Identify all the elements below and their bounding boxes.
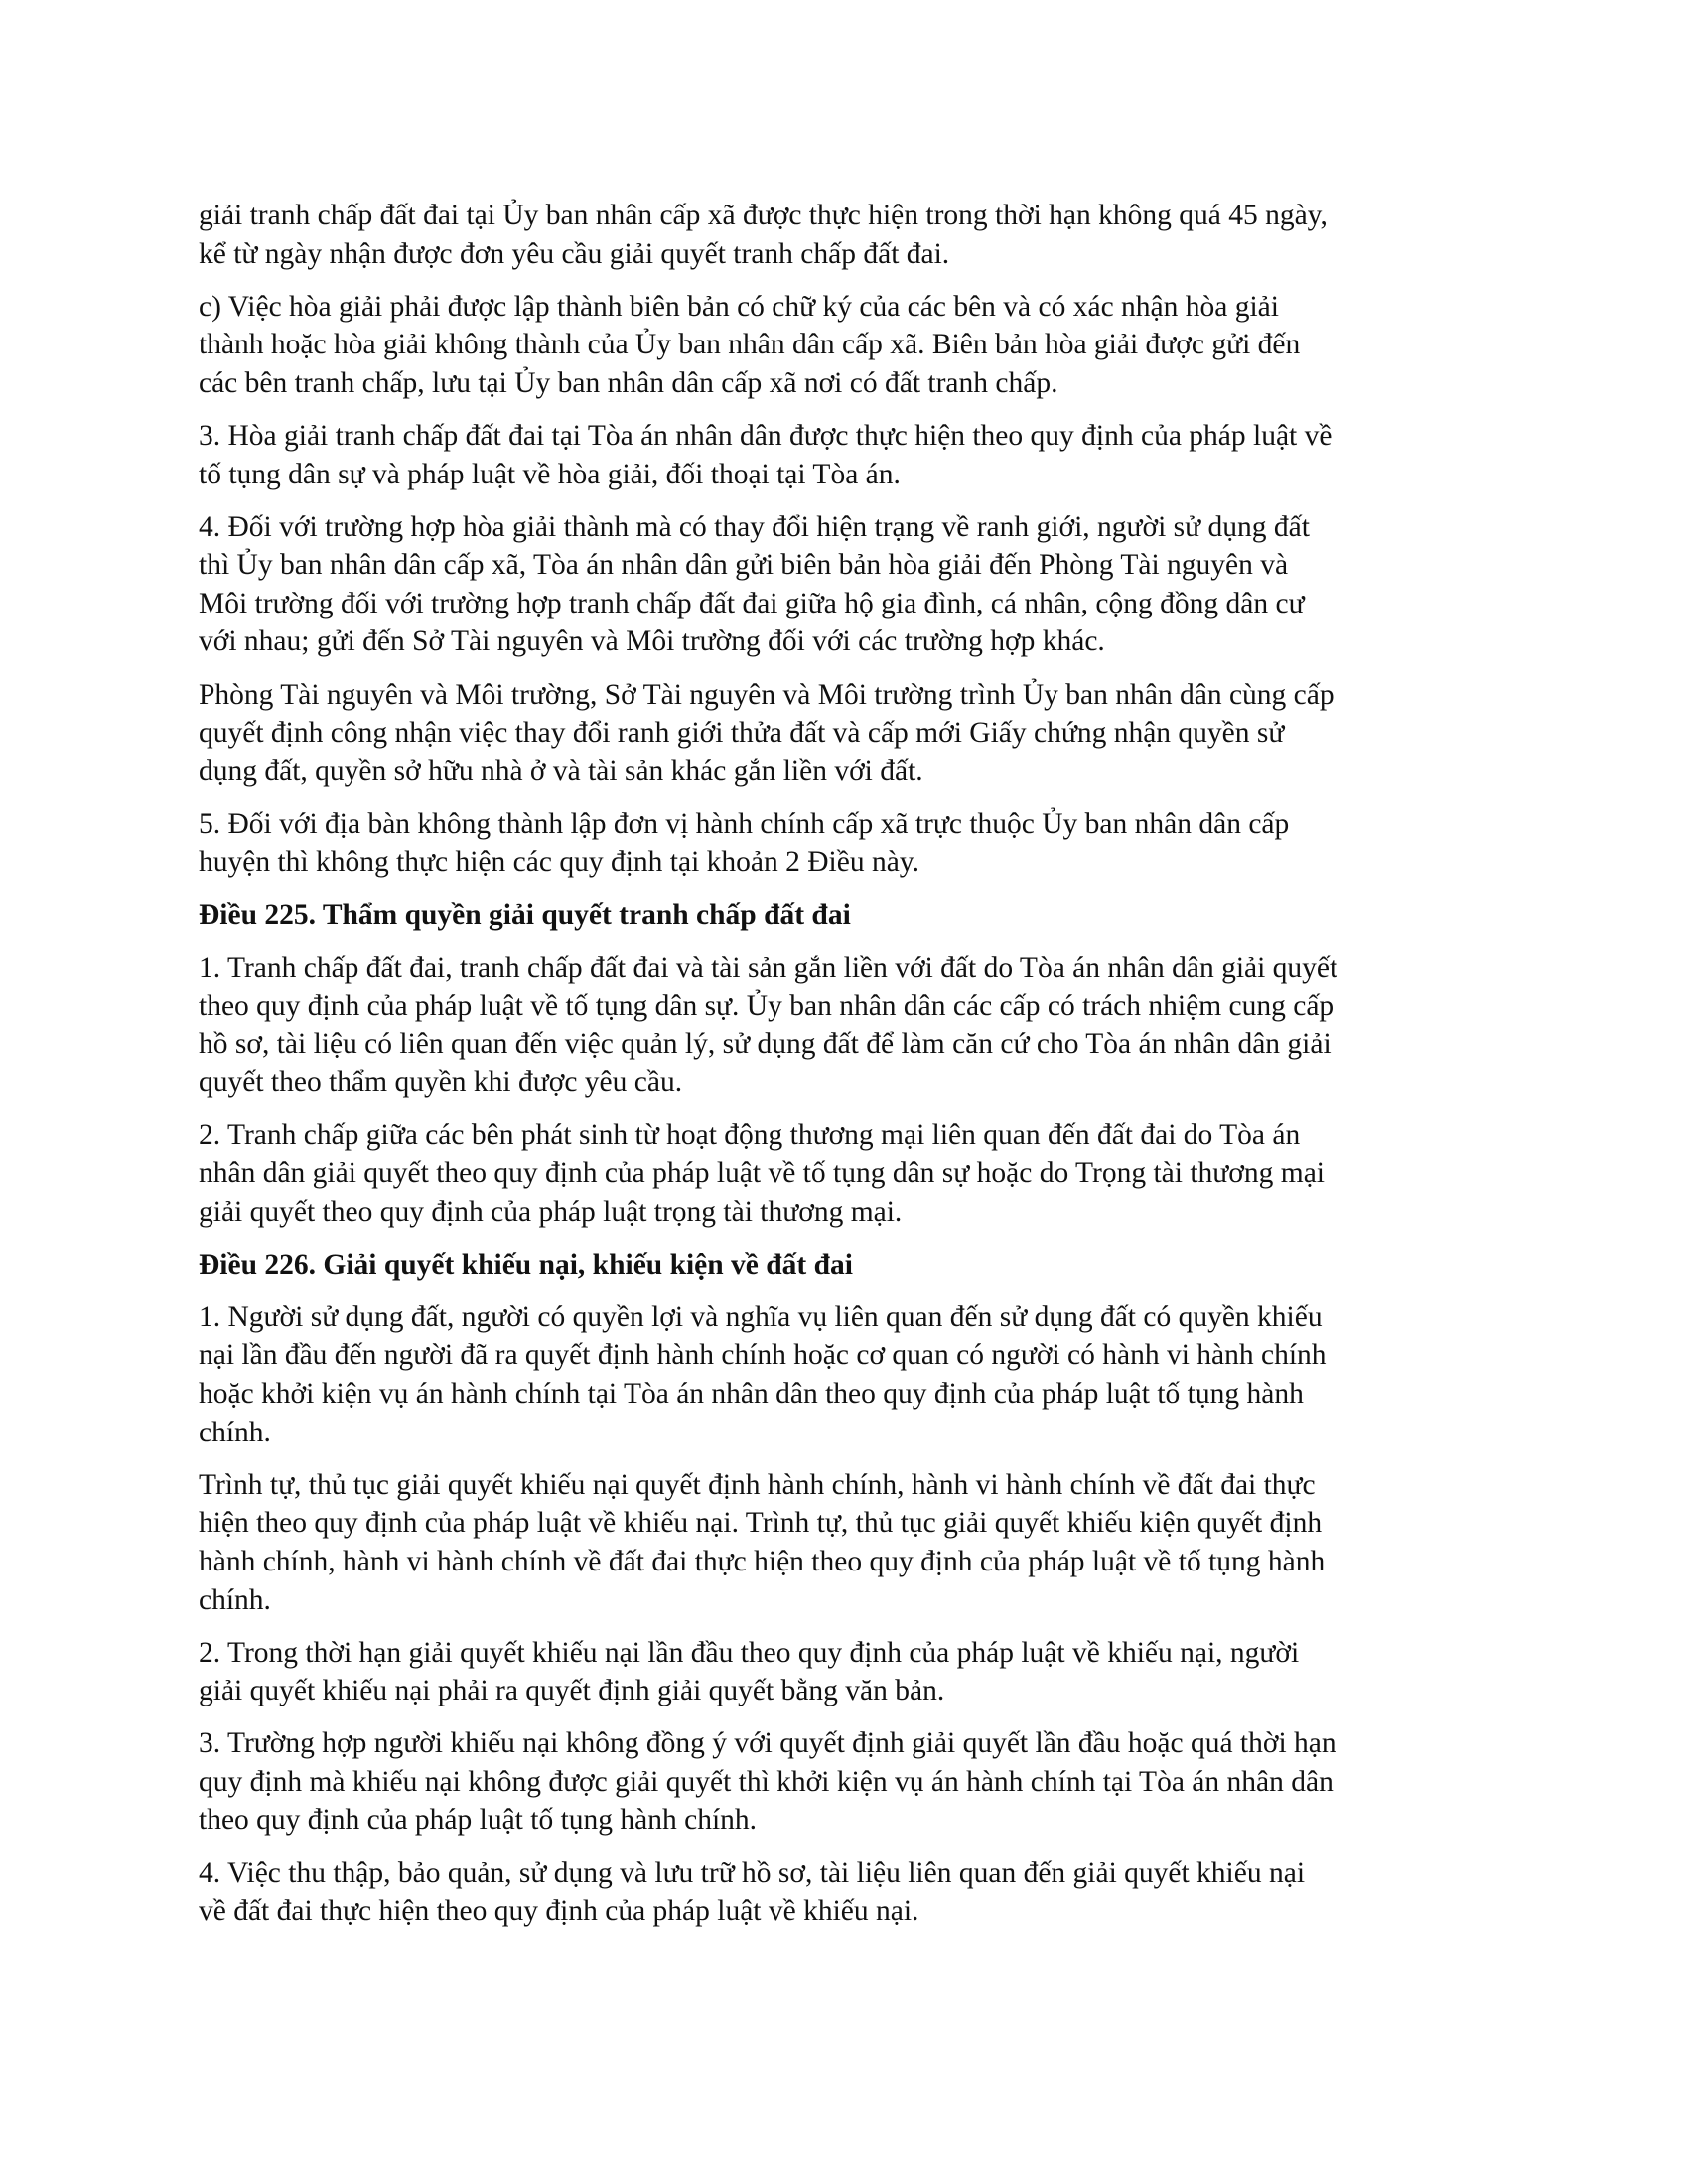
paragraph-no-commune-level: 5. Đối với địa bàn không thành lập đơn vị hành chính cấp xã trực thuộc Ủy ban nhân dân cấp huyện thì không thực hiện các quy định tại khoản 2 Điều này.	[199, 807, 1290, 879]
paragraph-boundary-recognition: Phòng Tài nguyên và Môi trường, Sở Tài nguyên và Môi trường trình Ủy ban nhân dân cùng cấp quyết định công nhận việc thay đổi ranh giới thửa đất và cấp mới Giấy chứng nhận quyền sử dụng đất, quyền sở hữu nhà ở và tài sản khác gắn liền với đất.	[199, 678, 1335, 787]
article-225-heading: Điều 225. Thẩm quyền giải quyết tranh chấp đất đai	[199, 898, 851, 931]
paragraph-mediation-deadline: giải tranh chấp đất đai tại Ủy ban nhân cấp xã được thực hiện trong thời hạn không quá 45 ngày, kể từ ngày nhận được đơn yêu cầu giải quyết tranh chấp đất đai.	[199, 200, 1328, 270]
article-226-procedure: Trình tự, thủ tục giải quyết khiếu nại quyết định hành chính, hành vi hành chính về đất đai thực hiện theo quy định của pháp luật về khiếu nại. Trình tự, thủ tục giải quyết khiếu kiện quyết định hành chính, hành vi hành chính về đất đai thực hiện theo quy định của pháp luật về tố tụng hành chính.	[199, 1468, 1326, 1616]
article-226-clause-4: 4. Việc thu thập, bảo quản, sử dụng và lưu trữ hồ sơ, tài liệu liên quan đến giải quyết khiếu nại về đất đai thực hiện theo quy định của pháp luật về khiếu nại.	[199, 1856, 1306, 1928]
article-225-clause-1: 1. Tranh chấp đất đai, tranh chấp đất đai và tài sản gắn liền với đất do Tòa án nhân dân giải quyết theo quy định của pháp luật về tố tụng dân sự. Ủy ban nhân dân các cấp có trách nhiệm cung cấp hồ sơ, tài liệu có liên quan đến việc quản lý, sử dụng đất để làm căn cứ cho Tòa án nhân dân giải quyết theo thẩm quyền khi được yêu cầu.	[199, 951, 1338, 1099]
article-226-clause-1: 1. Người sử dụng đất, người có quyền lợi và nghĩa vụ liên quan đến sử dụng đất có quyền khiếu nại lần đầu đến người đã ra quyết định hành chính hoặc cơ quan có người có hành vi hành chính hoặc khởi kiện vụ án hành chính tại Tòa án nhân dân theo quy định của pháp luật tố tụng hành chính.	[199, 1300, 1327, 1448]
paragraph-mediation-record: c) Việc hòa giải phải được lập thành biên bản có chữ ký của các bên và có xác nhận hòa giải thành hoặc hòa giải không thành của Ủy ban nhân dân cấp xã. Biên bản hòa giải được gửi đến các bên tranh chấp, lưu tại Ủy ban nhân dân cấp xã nơi có đất tranh chấp.	[199, 290, 1301, 399]
article-226-clause-2: 2. Trong thời hạn giải quyết khiếu nại lần đầu theo quy định của pháp luật về khiếu nại, người giải quyết khiếu nại phải ra quyết định giải quyết bằng văn bản.	[199, 1636, 1300, 1707]
paragraph-court-mediation: 3. Hòa giải tranh chấp đất đai tại Tòa án nhân dân được thực hiện theo quy định của pháp luật về tố tụng dân sự và pháp luật về hòa giải, đối thoại tại Tòa án.	[199, 419, 1333, 490]
article-226-heading: Điều 226. Giải quyết khiếu nại, khiếu kiện về đất đai	[199, 1248, 853, 1281]
article-226-clause-3: 3. Trường hợp người khiếu nại không đồng ý với quyết định giải quyết lần đầu hoặc quá thời hạn quy định mà khiếu nại không được giải quyết thì khởi kiện vụ án hành chính tại Tòa án nhân dân theo quy định của pháp luật tố tụng hành chính.	[199, 1727, 1336, 1837]
document-page	[199, 197, 1494, 1945]
paragraph-boundary-change: 4. Đối với trường hợp hòa giải thành mà có thay đổi hiện trạng về ranh giới, người sử dụng đất thì Ủy ban nhân dân cấp xã, Tòa án nhân dân gửi biên bản hòa giải đến Phòng Tài nguyên và Môi trường đối với trường hợp tranh chấp đất đai giữa hộ gia đình, cá nhân, cộng đồng dân cư với nhau; gửi đến Sở Tài nguyên và Môi trường đối với các trường hợp khác.	[199, 510, 1310, 658]
article-225-clause-2: 2. Tranh chấp giữa các bên phát sinh từ hoạt động thương mại liên quan đến đất đai do Tòa án nhân dân giải quyết theo quy định của pháp luật về tố tụng dân sự hoặc do Trọng tài thương mại giải quyết theo quy định của pháp luật trọng tài thương mại.	[199, 1119, 1325, 1228]
